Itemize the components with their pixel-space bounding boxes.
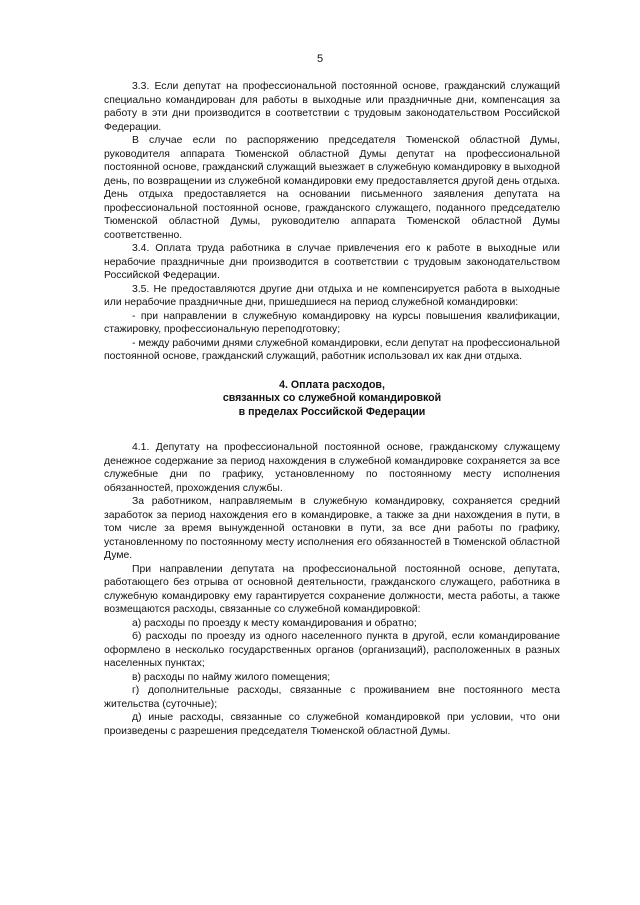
list-item-training: - при направлении в служебную командировку на курсы повышения квалификации, стажировку, профессиональную переподготовку; (104, 310, 560, 335)
page-number: 5 (316, 53, 324, 65)
section-4-heading (104, 379, 560, 420)
list-item-between-workdays: - между рабочими днями служебной командировки, если депутат на профессиональной постоянной основе, гражданский служащий, работник использовал их как дни отдыха. (104, 337, 560, 362)
paragraph-3-5: 3.5. Не предоставляются другие дни отдыха и не компенсируется работа в выходные или нерабочие праздничные дни, пришедшиеся на период служебной командировки: (104, 283, 560, 308)
list-item-v: в) расходы по найму жилого помещения; (132, 671, 331, 683)
paragraph-4-1: 4.1. Депутату на профессиональной постоянной основе, гражданскому служащему денежное содержание за период нахождения в служебной командировке сохраняется за все служебные дни по графику, установленному по постоянному месту исполнения обязанностей, прохождения службы. (104, 442, 560, 494)
list-item-d: д) иные расходы, связанные со служебной командировкой при условии, что они произведены с разрешения председателя Тюменской областной Думы. (104, 712, 560, 737)
list-item-g: г) дополнительные расходы, связанные с проживанием вне постоянного места жительства (суточные); (104, 685, 560, 710)
heading-line-2: связанных со служебной командировкой (222, 392, 442, 404)
paragraph-3-4: 3.4. Оплата труда работника в случае привлечения его к работе в выходные или нерабочие праздничные дни производится в соответствии с трудовым законодательством Российской Федерации. (104, 243, 560, 281)
heading-line-1: 4. Оплата расходов, (279, 378, 385, 391)
list-item-a: а) расходы по проезду к месту командирования и обратно; (132, 617, 417, 629)
paragraph-guarantees: При направлении депутата на профессиональной постоянной основе, депутата, работающего без отрыва от основной деятельности, гражданского служащего, работника в служебную командировку ему гарантируется сохранение должности, места работы, а также возмещаются расходы, связанные со служебной командировкой: (104, 563, 560, 615)
paragraph-day-off: В случае если по распоряжению председателя Тюменской областной Думы, руководителя аппарата Тюменской областной Думы депутат на профессиональной постоянной основе, гражданский служащий выезжает в служебную командировку в выходной день, по возвращении из служебной командировки ему предоставляется другой день отдыха. День отдыха предоставляется на основании письменного заявления депутата на профессиональной постоянной основе, гражданского служащего, поданного председателю Тюменской областной Думы, руководителю аппарата Тюменской областной Думы соответственно. (104, 135, 560, 241)
paragraph-3-3: 3.3. Если депутат на профессиональной постоянной основе, гражданский служащий специально командирован для работы в выходные или праздничные дни, компенсация за работу в эти дни производится в соответствии с трудовым законодательством Российской Федерации. (104, 81, 560, 133)
list-item-b: б) расходы по проезду из одного населенного пункта в другой, если командирование оформлено в несколько государственных органов (организаций), расположенных в разных населенных пунктах; (104, 631, 560, 669)
paragraph-average-earnings: За работником, направляемым в служебную командировку, сохраняется средний заработок за период нахождения его в командировке, а также за дни нахождения в пути, в том числе за время вынужденной остановки в пути, за все дни работы по графику, установленному по постоянному месту исполнения его обязанностей в Тюменской областной Думе. (104, 496, 560, 561)
document-body (104, 80, 560, 738)
heading-line-3: в пределах Российской Федерации (238, 405, 426, 418)
